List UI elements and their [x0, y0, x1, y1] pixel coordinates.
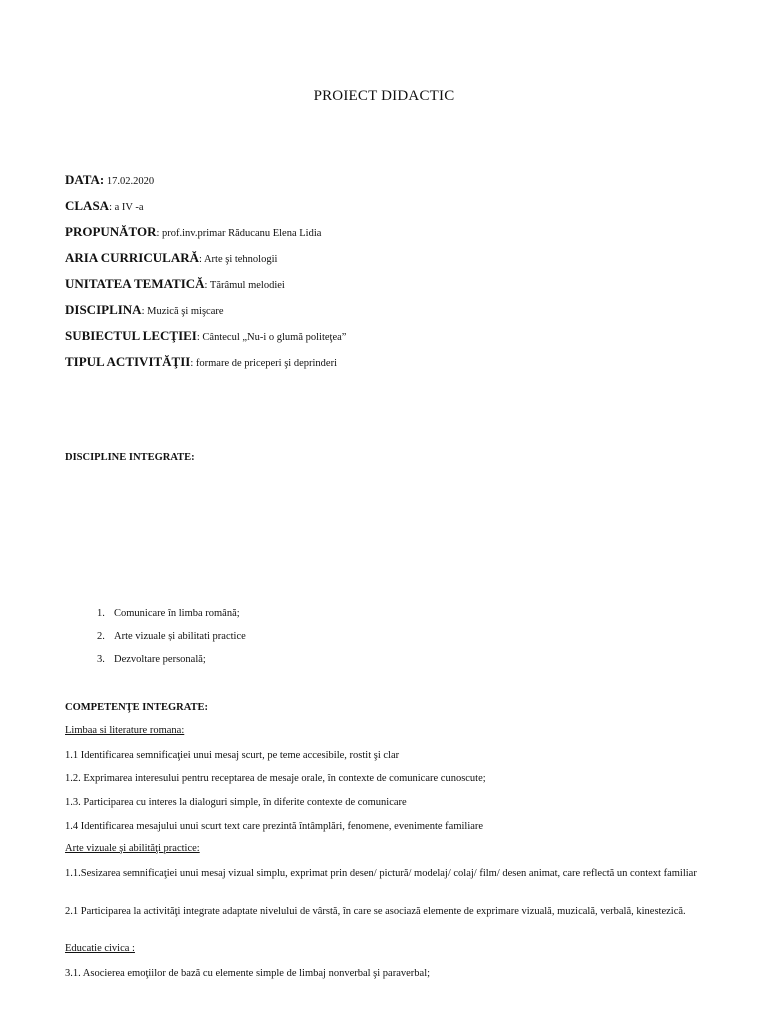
field-label: UNITATEA TEMATICĂ [65, 276, 205, 291]
field-disciplina [65, 302, 224, 318]
list-number: 1. [97, 608, 105, 619]
field-label: DISCIPLINA [65, 302, 142, 317]
field-label: TIPUL ACTIVITĂŢII [65, 354, 191, 369]
field-value: : Muzică şi mişcare [141, 306, 224, 317]
field-value: : a IV -a [109, 202, 144, 213]
document-title: PROIECT DIDACTIC [313, 88, 455, 104]
field-tipul-activitatii [65, 354, 337, 370]
list-item [97, 631, 246, 642]
field-value: : Cântecul „Nu-i o glumă politeţea” [196, 332, 347, 343]
field-value: : Arte şi tehnologii [198, 254, 278, 265]
list-item [97, 654, 206, 665]
field-label: ARIA CURRICULARĂ [65, 250, 199, 265]
disciplines-heading: DISCIPLINE INTEGRATE: [65, 452, 195, 463]
list-number: 2. [97, 631, 105, 642]
field-value: 17.02.2020 [104, 176, 155, 187]
field-clasa [65, 198, 144, 214]
competences-heading: COMPETENŢE INTEGRATE: [65, 702, 209, 713]
list-number: 3. [97, 654, 105, 665]
group-heading: Limbaa si literature romana: [65, 725, 185, 736]
competence-line: 1.2. Exprimarea interesului pentru receptarea de mesaje orale, în contexte de comunicare cunoscute; [65, 773, 486, 784]
group-heading: Arte vizuale şi abilităţi practice: [65, 843, 200, 854]
list-text: Arte vizuale și abilitati practice [114, 631, 246, 642]
competence-line: 1.1 Identificarea semnificaţiei unui mesaj scurt, pe teme accesibile, rostit şi clar [65, 750, 400, 761]
competence-line: 1.4 Identificarea mesajului unui scurt text care prezintă întâmplări, fenomene, evenimente familiare [65, 821, 484, 832]
competence-line: 1.1.Sesizarea semnificaţiei unui mesaj vizual simplu, exprimat prin desen/ pictură/ modelaj/ colaj/ film/ desen animat, care reflectă un context familiar [65, 868, 697, 879]
list-item [97, 608, 240, 619]
field-label: CLASA [65, 198, 110, 213]
list-text: Comunicare în limba română; [114, 608, 240, 619]
group-heading: Educatie civica : [65, 943, 135, 954]
field-data [65, 172, 154, 188]
field-unitatea-tematica [65, 276, 285, 292]
field-aria-curriculara [65, 250, 277, 266]
field-subiectul-lectiei [65, 328, 346, 344]
field-value: : prof.inv.primar Răducanu Elena Lidia [156, 228, 322, 239]
competence-line: 2.1 Participarea la activităţi integrate adaptate nivelului de vârstă, în care se asociază elemente de exprimare vizuală, muzicală, verbală, kinestezică. [65, 906, 686, 917]
list-text: Dezvoltare personală; [114, 654, 206, 665]
field-label: SUBIECTUL LECŢIEI [65, 328, 197, 343]
field-label: DATA: [65, 172, 105, 187]
competence-line: 1.3. Participarea cu interes la dialoguri simple, în diferite contexte de comunicare [65, 797, 407, 808]
field-value: : formare de priceperi şi deprinderi [190, 358, 338, 369]
field-value: : Tărâmul melodiei [204, 280, 285, 291]
field-label: PROPUNĂTOR [65, 224, 157, 239]
competence-line: 3.1. Asocierea emoţiilor de bază cu elemente simple de limbaj nonverbal şi paraverbal; [65, 968, 431, 979]
field-propunator [65, 224, 321, 240]
